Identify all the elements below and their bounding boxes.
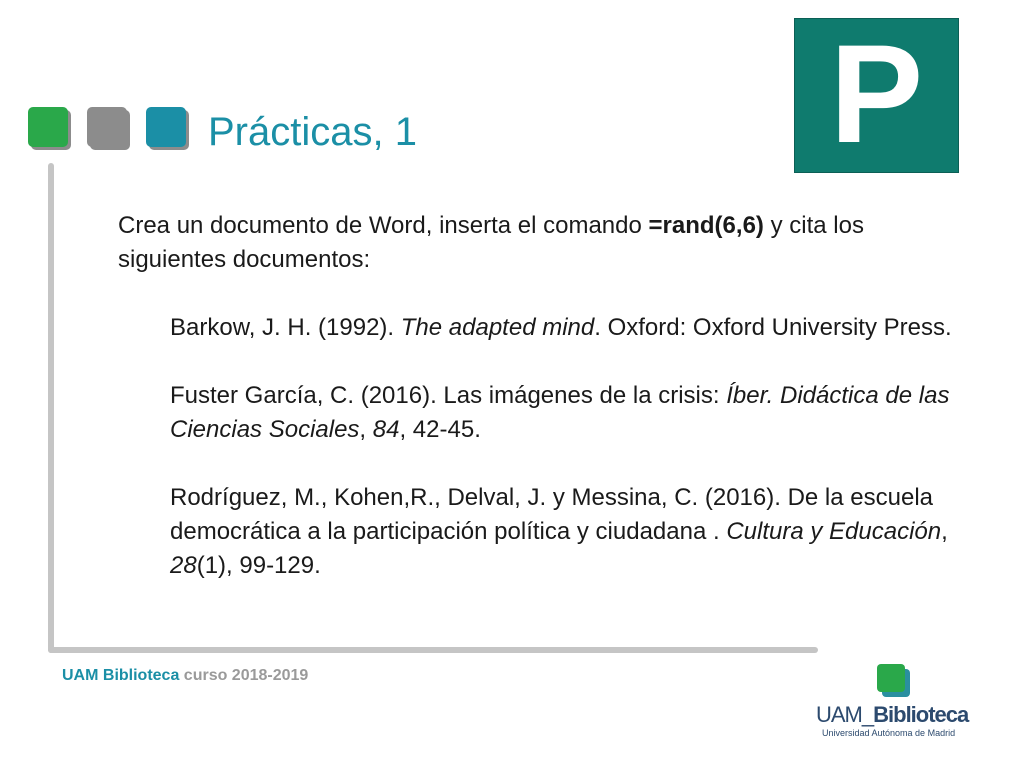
reference-item: Barkow, J. H. (1992). The adapted mind. Oxford: Oxford University Press.: [170, 314, 952, 341]
frame-horizontal-line: [48, 647, 818, 653]
frame-vertical-line: [48, 163, 54, 653]
decorative-squares: [28, 107, 190, 153]
logo-subtitle: Universidad Autónoma de Madrid: [822, 728, 956, 738]
reference-item: Rodríguez, M., Kohen,R., Delval, J. y Messina, C. (2016). De la escuela democrática a la participación política y ciudadana . Cultura y Educación, 28(1), 99-129.: [170, 484, 948, 579]
slide-title: Prácticas, 1: [208, 110, 417, 154]
gray-square-icon: [87, 107, 127, 147]
logo-square-icon: [877, 664, 905, 692]
teal-square-icon: [146, 107, 186, 147]
intro-paragraph: Crea un documento de Word, inserta el comando =rand(6,6) y cita los siguientes documentos:: [118, 212, 864, 273]
footer-brand: UAM Biblioteca: [62, 667, 180, 684]
logo-text: UAM_Biblioteca: [816, 702, 969, 727]
green-square-icon: [28, 107, 68, 147]
reference-item: Fuster García, C. (2016). Las imágenes de la crisis: Íber. Didáctica de las Ciencias Sociales, 84, 42-45.: [170, 382, 950, 443]
footer-course: curso 2018-2019: [179, 667, 309, 684]
rand-command: =rand(6,6): [648, 212, 764, 239]
footer-text: [62, 667, 308, 685]
uam-biblioteca-logo: [812, 664, 982, 744]
slide-content: [118, 209, 978, 583]
p-badge: P: [794, 18, 959, 173]
